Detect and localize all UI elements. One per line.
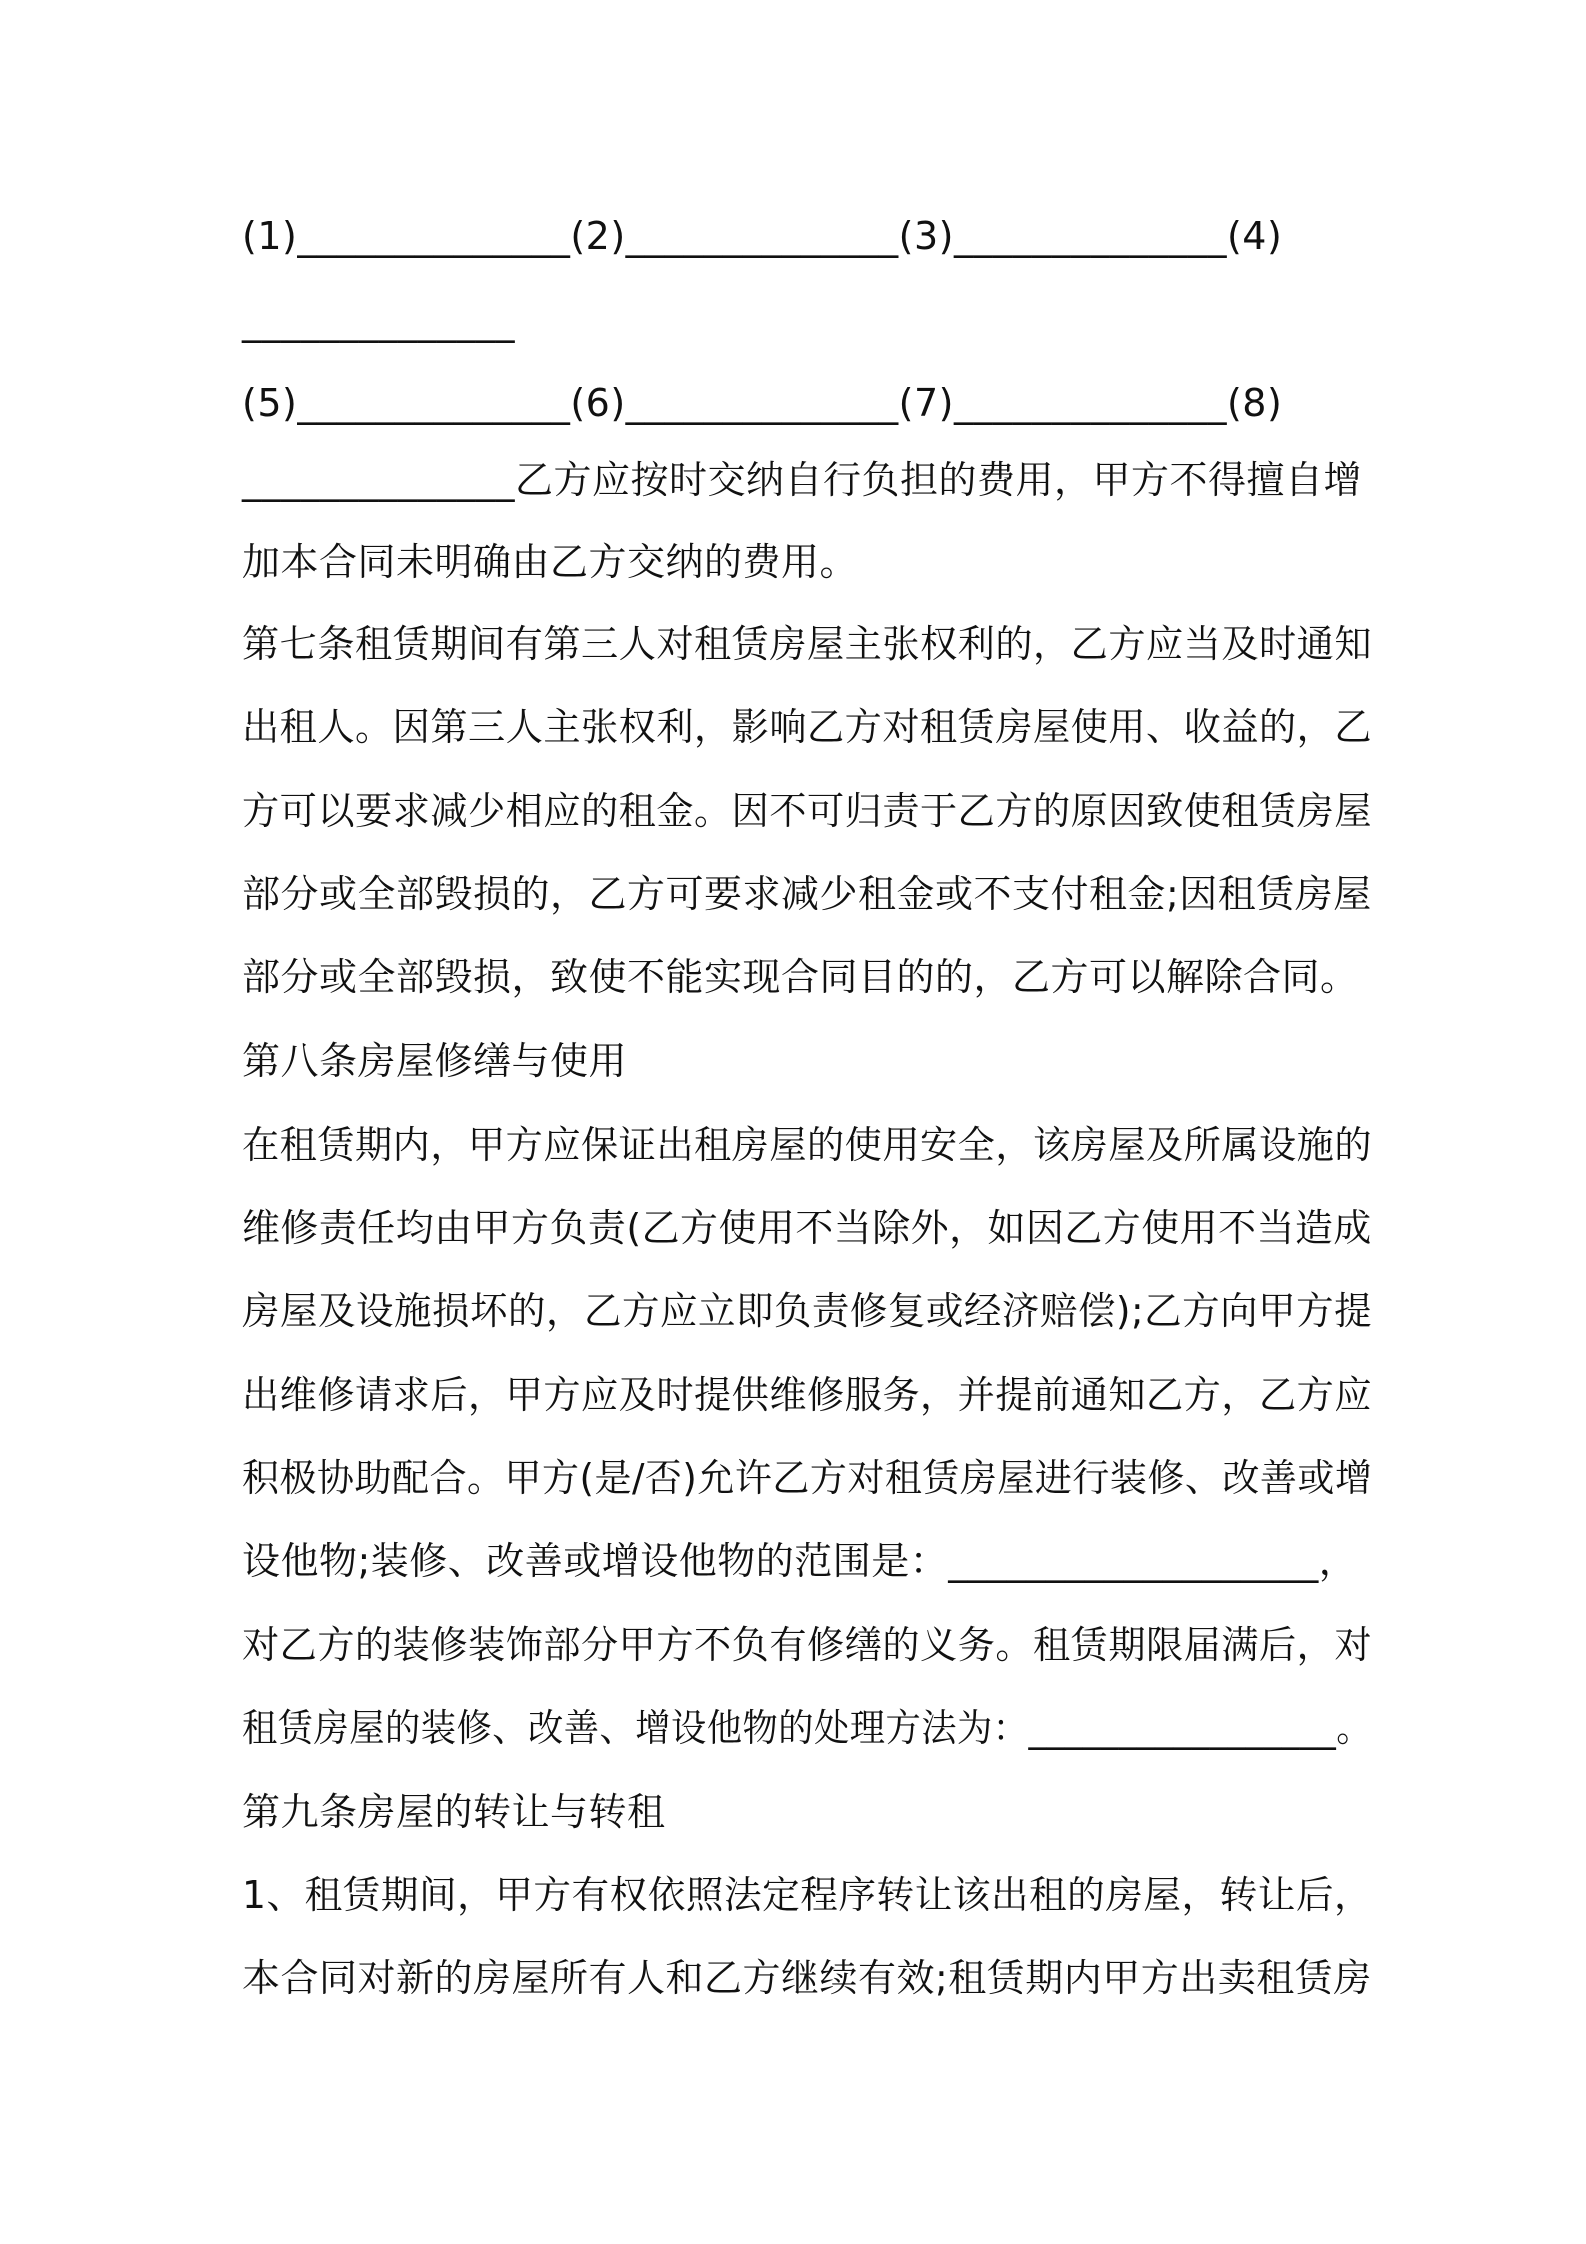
fee-items-line-3: (5)______________(6)______________(7)______________(8) [242,381,1283,425]
paragraph-line: 加本合同未明确由乙方交纳的费用。 [242,540,859,584]
paragraph-line: 部分或全部毁损，致使不能实现合同目的的，乙方可以解除合同。 [242,955,1359,999]
fee-items-line-4: ______________乙方应按时交纳自行负担的费用，甲方不得擅自增 [242,458,1363,502]
article-9-heading: 第九条房屋的转让与转租 [242,1790,666,1834]
paragraph-line: 1、租赁期间，甲方有权依照法定程序转让该出租的房屋，转让后， [242,1873,1373,1917]
renovation-method-line: 租赁房屋的装修、改善、增设他物的处理方法为：_________________。 [242,1706,1373,1750]
paragraph-line: 出维修请求后，甲方应及时提供维修服务，并提前通知乙方，乙方应 [242,1373,1373,1417]
paragraph-line: 部分或全部毁损的，乙方可要求减少租金或不支付租金;因租赁房屋 [242,872,1372,916]
fee-items-line-2: ______________ [242,299,515,343]
paragraph-line: 积极协助配合。甲方(是/否)允许乙方对租赁房屋进行装修、改善或增 [242,1456,1373,1500]
paragraph-line: 本合同对新的房屋所有人和乙方继续有效;租赁期内甲方出卖租赁房 [242,1956,1372,2000]
renovation-scope-line: 设他物;装修、改善或增设他物的范围是：___________________， [242,1539,1358,1583]
paragraph-line: 方可以要求减少相应的租金。因不可归责于乙方的原因致使租赁房屋 [242,789,1373,833]
paragraph-line: 在租赁期内，甲方应保证出租房屋的使用安全，该房屋及所属设施的 [242,1123,1373,1167]
fee-items-line-1: (1)______________(2)______________(3)______________(4) [242,214,1283,258]
paragraph-line: 维修责任均由甲方负责(乙方使用不当除外，如因乙方使用不当造成 [242,1206,1372,1250]
article-7-line: 第七条租赁期间有第三人对租赁房屋主张权利的，乙方应当及时通知 [242,622,1373,666]
paragraph-line: 出租人。因第三人主张权利，影响乙方对租赁房屋使用、收益的，乙 [242,705,1373,749]
paragraph-line: 对乙方的装修装饰部分甲方不负有修缮的义务。租赁期限届满后，对 [242,1623,1373,1667]
article-8-heading: 第八条房屋修缮与使用 [242,1039,628,1083]
paragraph-line: 房屋及设施损坏的，乙方应立即负责修复或经济赔偿);乙方向甲方提 [242,1289,1373,1333]
